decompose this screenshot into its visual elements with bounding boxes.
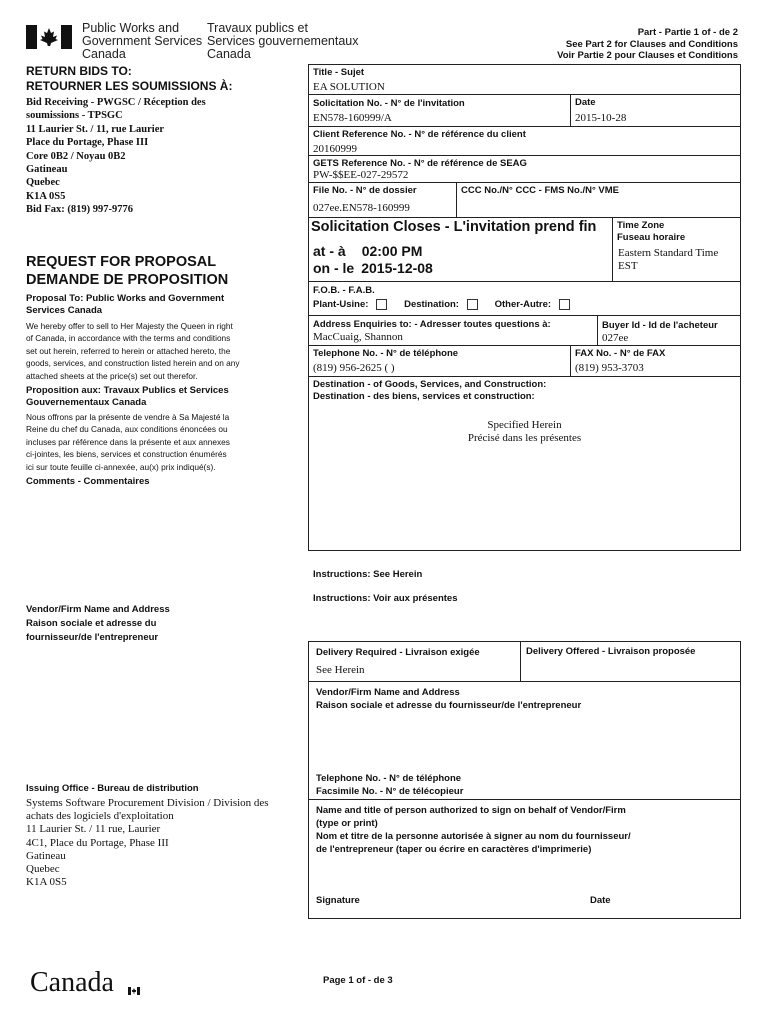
proposal-text-line: Reine du chef du Canada, aux conditions énoncées ou — [26, 424, 228, 435]
closes-date: on - le 2015-12-08 — [313, 260, 433, 276]
issuing-address-line: K1A 0S5 — [26, 876, 67, 889]
proposal-text-line: ci-jointes, les biens, services et construction énumérés — [26, 449, 227, 460]
return-address-line: Gatineau — [26, 164, 68, 176]
delivery-required-label: Delivery Required - Livraison exigée — [316, 647, 480, 658]
buyer-id-label: Buyer Id - Id de l'acheteur — [602, 320, 718, 331]
return-address-line: Bid Fax: (819) 997-9776 — [26, 204, 134, 216]
ccc-label: CCC No./N° CCC - FMS No./N° VME — [461, 185, 620, 196]
timezone-label: Time Zone Fuseau horaire — [617, 220, 686, 243]
buyer-id-value[interactable]: 027ee — [602, 332, 629, 344]
telephone-facsimile[interactable]: Telephone No. - N° de téléphone Facsimile No. - N° de télécopieur — [316, 773, 464, 797]
closing-time-value[interactable]: 02:00 PM — [361, 243, 423, 259]
proposal-text-line: ici sur toute feuille ci-annexée, au(x) prix indiqué(s). — [26, 461, 216, 472]
issuing-address-line: Gatineau — [26, 849, 66, 862]
signature-label[interactable]: Signature — [316, 895, 360, 906]
destination-label: Destination - of Goods, Services, and Construction: Destination - des biens, services et construction: — [313, 379, 547, 402]
destination-checkbox[interactable] — [467, 299, 478, 310]
destination-value[interactable]: Specified Herein Précisé dans les présentes — [467, 419, 582, 444]
delivery-offered-label: Delivery Offered - Livraison proposée — [526, 646, 696, 657]
dept-name-en: Public Works and Government Services Canada — [82, 21, 203, 61]
closes-time: at - à 02:00 PM — [313, 243, 423, 259]
return-address-line: 11 Laurier St. / 11, rue Laurier — [26, 123, 165, 135]
issuing-address-line: Quebec — [26, 863, 60, 876]
return-address-line: Quebec — [26, 177, 60, 189]
plant-checkbox[interactable] — [376, 299, 387, 310]
issuing-office-address — [26, 797, 269, 889]
solicitation-value[interactable]: EN578-160999/A — [313, 112, 392, 124]
return-address-line: Bid Receiving - PWGSC / Réception des — [26, 97, 206, 108]
issuing-address-line: Systems Software Procurement Division / Division des — [26, 797, 269, 809]
gets-label: GETS Reference No. - N° de référence de SEAG — [313, 158, 527, 169]
other-checkbox[interactable] — [559, 299, 570, 310]
instructions-fr: Instructions: Voir aux présentes — [313, 593, 458, 604]
closes-title: Solicitation Closes - L'invitation prend fin — [311, 219, 597, 235]
signature-date-label[interactable]: Date — [590, 895, 611, 906]
file-value[interactable]: 027ee.EN578-160999 — [313, 202, 410, 214]
rfp-title: REQUEST FOR PROPOSAL DEMANDE DE PROPOSITION — [26, 254, 229, 288]
proposal-text-line: attached sheets at the price(s) set out therefor. — [26, 370, 198, 381]
delivery-required-value[interactable]: See Herein — [316, 664, 365, 676]
date-value[interactable]: 2015-10-28 — [575, 112, 627, 124]
client-ref-value[interactable]: 20160999 — [313, 143, 357, 155]
gets-value[interactable]: PW-$$EE-027-29572 — [313, 169, 409, 181]
proposition-aux: Proposition aux: Travaux Publics et Services Gouvernementaux Canada — [26, 385, 229, 408]
return-address-line: soumissions - TPSGC — [26, 110, 123, 122]
instructions-en: Instructions: See Herein — [313, 569, 423, 580]
proposal-text-line: goods, services, and construction listed herein and on any — [26, 358, 240, 369]
proposal-text-line: Nous offrons par la présente de vendre à Sa Majesté la — [26, 412, 230, 422]
solicitation-label: Solicitation No. - N° de l'invitation — [313, 98, 465, 109]
title-value[interactable]: EA SOLUTION — [313, 81, 385, 93]
closing-date-value[interactable]: 2015-12-08 — [361, 260, 433, 276]
wordmark-flag-icon — [128, 970, 140, 1004]
issuing-office-label: Issuing Office - Bureau de distribution — [26, 783, 199, 794]
phone-value[interactable]: (819) 956-2625 ( ) — [313, 362, 395, 374]
proposal-text-line: incluses par référence dans la présente et aux annexes — [26, 436, 230, 447]
vendor-label[interactable]: Vendor/Firm Name and Address Raison sociale et adresse du fournisseur/de l'entrepreneur — [316, 687, 582, 711]
return-address-line: K1A 0S5 — [26, 190, 66, 202]
canada-wordmark: Canada — [30, 966, 114, 1000]
address-enquiries-value[interactable]: MacCuaig, Shannon — [313, 331, 403, 343]
canada-flag-icon — [26, 25, 72, 49]
proposal-text-fr — [26, 411, 230, 473]
fax-value[interactable]: (819) 953-3703 — [575, 362, 644, 374]
authorized-person-label[interactable]: Name and title of person authorized to sign on behalf of Vendor/Firm (type or print) Nom et titre de la personne autorisée à signer au nom du fournisseur/ de l'entrepreneur (taper ou écrire en caractères d'imprimerie) — [316, 805, 631, 855]
comments-label: Comments - Commentaires — [26, 476, 150, 487]
title-label: Title - Sujet — [313, 67, 365, 78]
fob-label: F.O.B. - F.A.B. — [313, 285, 375, 296]
return-address — [26, 96, 206, 217]
proposal-to: Proposal To: Public Works and Government Services Canada — [26, 293, 225, 316]
proposal-text-line: We hereby offer to sell to Her Majesty the Queen in right — [26, 321, 233, 331]
proposal-text-line: set out herein, referred to herein or attached hereto, the — [26, 345, 231, 356]
vendor-label-left: Vendor/Firm Name and Address Raison sociale et adresse du fournisseur/de l'entrepreneur — [26, 604, 170, 643]
return-bids-title: RETURN BIDS TO: RETOURNER LES SOUMISSIONS À: — [26, 64, 233, 93]
return-address-line: Place du Portage, Phase III — [26, 137, 149, 149]
timezone-value[interactable]: Eastern Standard Time EST — [618, 247, 719, 272]
fax-label: FAX No. - N° de FAX — [575, 348, 666, 359]
phone-label: Telephone No. - N° de téléphone — [313, 348, 459, 359]
issuing-address-line: 4C1, Place du Portage, Phase III — [26, 836, 169, 849]
issuing-address-line: 11 Laurier St. / 11 rue, Laurier — [26, 823, 161, 836]
issuing-address-line: achats des logiciels d'exploitation — [26, 810, 174, 823]
date-label: Date — [575, 97, 596, 108]
part-info: Part - Partie 1 of - de 2 See Part 2 for Clauses and Conditions Voir Partie 2 pour Clauses et Conditions — [557, 27, 738, 61]
proposal-text-line: of Canada, in accordance with the terms and conditions — [26, 333, 231, 344]
fob-options: Plant-Usine: Destination: Other-Autre: — [313, 299, 584, 310]
file-label: File No. - N° de dossier — [313, 185, 417, 196]
return-address-line: Core 0B2 / Noyau 0B2 — [26, 150, 126, 162]
page-number: Page 1 of - de 3 — [323, 975, 393, 986]
address-enquiries-label: Address Enquiries to: - Adresser toutes questions à: — [313, 319, 551, 330]
client-ref-label: Client Reference No. - N° de référence du client — [313, 129, 526, 140]
proposal-text-en — [26, 320, 240, 382]
dept-name-fr: Travaux publics et Services gouvernementaux Canada — [207, 21, 359, 61]
